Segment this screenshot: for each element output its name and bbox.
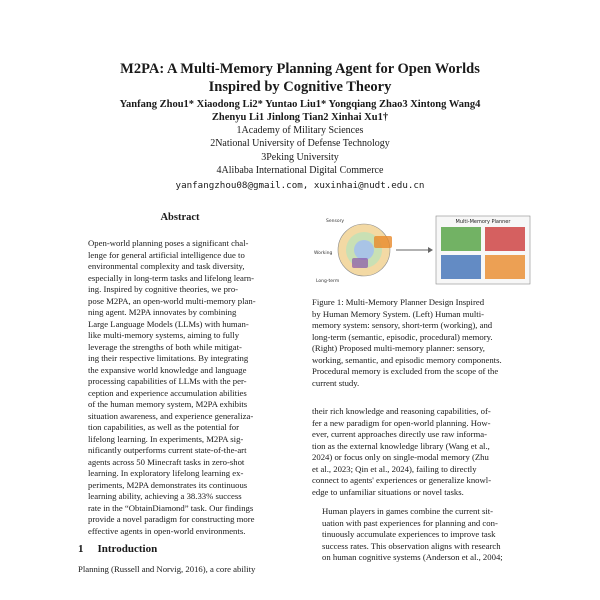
abstract-line: ning agent. M2PA innovates by combining [88, 307, 237, 317]
paragraph-line: fer a new paradigm for open-world planning. How- [312, 417, 491, 428]
paragraph-line: Human players in games combine the current sit- [322, 506, 494, 516]
section-title: Introduction [97, 543, 158, 555]
title-line-1: M2PA: A Multi-Memory Planning Agent for Open Worlds [120, 61, 480, 77]
right-paragraph-1 [312, 406, 532, 498]
caption-line: Procedural memory is excluded from the scope of the [312, 366, 499, 376]
memory-block-orange [374, 236, 392, 248]
abstract-line: effective agents in open-world environments. [88, 525, 246, 536]
author-list [40, 98, 560, 124]
abstract-heading: Abstract [160, 212, 200, 223]
abstract-line: ception and experience accumulation abilities [88, 387, 247, 398]
abstract-line: lifelong learning. In experiments, M2PA sig- [88, 433, 244, 444]
abstract-line: nificantly outperforms current state-of-the-art [88, 445, 247, 455]
left-column [78, 212, 282, 576]
paragraph-line: their rich knowledge and reasoning capabilities, of- [312, 406, 491, 416]
paragraph-line: et al., 2023; Qin et al., 2024), failing to directly [312, 463, 477, 474]
memory-block-purple [352, 258, 368, 268]
abstract-line: ing their respective limitations. By integrating [88, 353, 249, 363]
affiliation-4: 4Alibaba International Digital Commerce [216, 164, 384, 176]
planner-cell-1 [441, 227, 481, 251]
fig-label-sensory: Sensory [326, 219, 345, 224]
abstract-line: learning ability, achieving a 38.33% success [88, 491, 242, 501]
caption-line: current study. [312, 377, 360, 388]
paragraph-line: on human cognitive systems (Anderson et al., 2004; [322, 552, 503, 562]
abstract-line: provide a novel paradigm for constructing more [88, 514, 255, 524]
paragraph-line: tion as the external knowledge library (Wang et al., [312, 440, 490, 451]
abstract-line: learning. In exploratory lifelong learning ex- [88, 468, 244, 478]
title-line-2: Inspired by Cognitive Theory [208, 79, 392, 95]
caption-line: working, semantic, and episodic memory components. [312, 354, 502, 365]
planner-cell-2 [485, 227, 525, 251]
abstract-line: processing capabilities of LLMs with the per- [88, 376, 247, 386]
abstract-line: lenge for general artificial intelligence due to [88, 249, 245, 260]
planner-cell-3 [441, 255, 481, 279]
planner-cell-4 [485, 255, 525, 279]
right-paragraph-2 [312, 506, 532, 564]
abstract-line: rate in the “ObtainDiamond” task. Our findings [88, 502, 254, 513]
memory-core [354, 240, 374, 260]
caption-line: (Right) Proposed multi-memory planner: sensory, [312, 343, 485, 353]
abstract-line: agents across 50 Minecraft tasks in zero-shot [88, 456, 245, 467]
abstract-line: situation awareness, and experience generaliza- [88, 410, 254, 421]
abstract-line: ing. Inspired by cognitive theories, we pro- [88, 284, 239, 294]
figure-1 [312, 212, 532, 287]
abstract-line: the expansive world knowledge and language [88, 364, 247, 375]
paragraph-line: ever, current approaches directly use raw informa- [312, 429, 488, 439]
abstract-line: pose M2PA, an open-world multi-memory plan- [88, 295, 256, 306]
authors-line-1: Yanfang Zhou1* Xiaodong Li2* Yuntao Liu1* Yongqiang Zhao3 Xintong Wang4 [119, 99, 481, 110]
authors-line-2: Zhenyu Li1 Jinlong Tian2 Xinhai Xu1† [211, 112, 389, 123]
abstract-line: especially in long-term tasks and lifelong learn- [88, 272, 254, 283]
abstract-line: environmental complexity and task diversity, [88, 261, 245, 271]
paragraph-line: success rates. This observation aligns with research [322, 540, 501, 551]
right-column [312, 212, 532, 564]
intro-first-line: Planning (Russell and Norvig, 2016), a core ability [78, 564, 256, 574]
caption-line: Figure 1: Multi-Memory Planner Design Inspired [312, 297, 485, 307]
abstract-line: Open-world planning poses a significant chal- [88, 238, 249, 248]
abstract-body [78, 238, 280, 537]
planner-title: Multi-Memory Planner [455, 219, 511, 225]
paragraph-line: tinuously accumulate experiences to improve task [322, 529, 496, 539]
paragraph-line: connect to agents' experiences or generalize knowl- [312, 475, 492, 485]
caption-line: long-term (semantic, episodic, procedural) memory. [312, 331, 493, 342]
affiliations [40, 124, 560, 177]
abstract-line: of the human memory system, M2PA exhibits [88, 399, 248, 409]
fig-label-working: Working [314, 251, 333, 256]
caption-line: memory system: sensory, short-term (working), and [312, 320, 493, 330]
paragraph-line: uation with past experiences for planning and con- [322, 517, 498, 528]
fig-label-longterm: Long-term [316, 279, 340, 284]
caption-line: by Human Memory System. (Left) Human multi- [312, 308, 485, 319]
figure-graphic [312, 212, 532, 287]
affiliation-3: 3Peking University [261, 151, 339, 163]
contact-email: yanfangzhou08@gmail.com, xuxinhai@nudt.edu.cn [175, 180, 425, 191]
paper-title [60, 60, 540, 96]
paragraph-line: 2024) or focus only on single-modal memory (Zhu [312, 452, 489, 462]
figure-caption [312, 297, 532, 389]
affiliation-1: 1Academy of Military Sciences [236, 125, 364, 136]
section-heading [78, 543, 282, 555]
abstract-line: like multi-memory systems, aiming to fully [88, 330, 240, 340]
abstract-line: periments, M2PA demonstrates its continuous [88, 479, 248, 490]
abstract-line: tion capabilities, as well as the potential for [88, 422, 240, 432]
abstract-line: Large Language Models (LLMs) with human- [88, 318, 249, 329]
abstract-line: leverage the strengths of both while mitigat- [88, 341, 242, 352]
section-number: 1 [78, 543, 84, 555]
paragraph-line: edge to unfamiliar situations or novel tasks. [312, 486, 464, 497]
affiliation-2: 2National University of Defense Technology [210, 138, 390, 150]
